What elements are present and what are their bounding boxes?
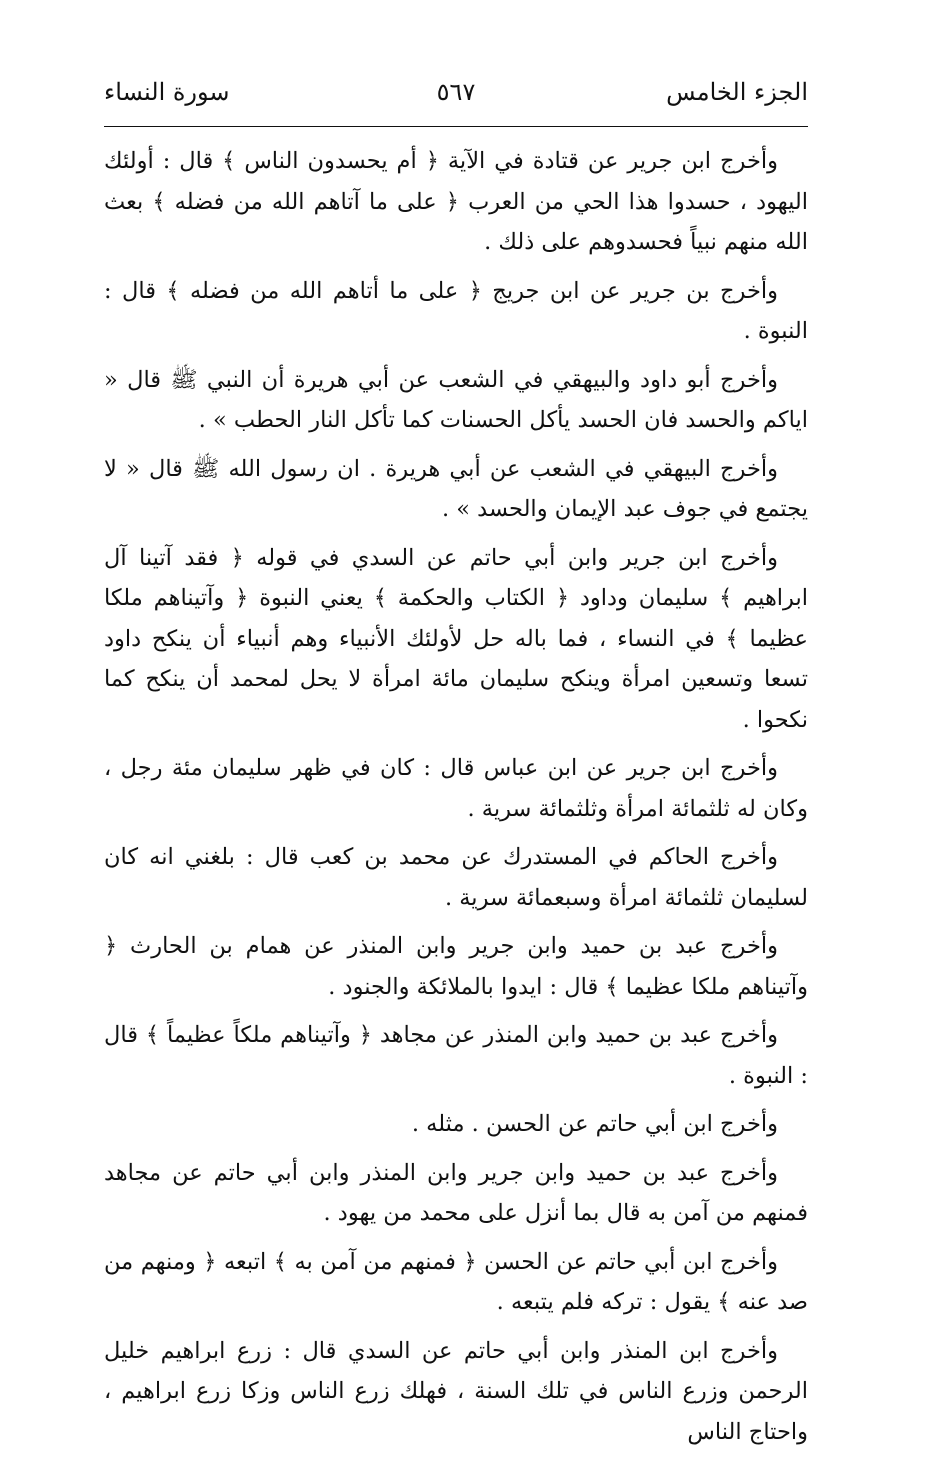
- page-number: ٥٦٧: [436, 78, 476, 106]
- paragraph: وأخرج عبد بن حميد وابن جرير وابن المنذر عن همام بن الحارث ﴿ وآتيناهم ملكا عظيما ﴾ قال : ايدوا بالملائكة والجنود .: [104, 933, 808, 1000]
- book-page: [104, 76, 808, 1460]
- paragraph: وأخرج ابن أبي حاتم عن الحسن ﴿ فمنهم من آمن به ﴾ اتبعه ﴿ ومنهم من صد عنه ﴾ يقول : تركه فلم يتبعه .: [104, 1248, 808, 1315]
- part-title: الجزء الخامس: [666, 78, 808, 106]
- paragraph: وأخرج ابن أبي حاتم عن الحسن . مثله .: [411, 1111, 778, 1137]
- paragraph: وأخرج ابن المنذر وابن أبي حاتم عن السدي قال : زرع ابراهيم خليل الرحمن وزرع الناس في تلك السنة ، فهلك زرع الناس وزكا زرع ابراهيم ، واحتاج الناس: [104, 1337, 808, 1445]
- paragraph: وأخرج ابن جرير عن ابن عباس قال : كان في ظهر سليمان مئة رجل ، وكان له ثلثمائة امرأة وثلثمائة سرية .: [104, 755, 808, 822]
- header-rule: [104, 126, 808, 127]
- paragraph: وأخرج ابن جرير عن قتادة في الآية ﴿ أم يحسدون الناس ﴾ قال : أولئك اليهود ، حسدوا هذا الحي من العرب ﴿ على ما آتاهم الله من فضله ﴾ بعث الله منهم نبياً فحسدوهم على ذلك .: [104, 148, 808, 255]
- surah-title: سورة النساء: [104, 78, 230, 106]
- paragraph: وأخرج أبو داود والبيهقي في الشعب عن أبي هريرة أن النبي ﷺ قال « اياكم والحسد فان الحسد يأكل الحسنات كما تأكل النار الحطب » .: [104, 366, 808, 433]
- body-text: [104, 141, 808, 1452]
- paragraph: وأخرج عبد بن حميد وابن جرير وابن المنذر وابن أبي حاتم عن مجاهد فمنهم من آمن به قال بما أنزل على محمد من يهود .: [104, 1159, 808, 1226]
- paragraph: وأخرج بن جرير عن ابن جريج ﴿ على ما أتاهم الله من فضله ﴾ قال : النبوة .: [104, 277, 808, 344]
- paragraph: وأخرج البيهقي في الشعب عن أبي هريرة . ان رسول الله ﷺ قال « لا يجتمع في جوف عبد الإيمان والحسد » .: [104, 455, 808, 522]
- paragraph: وأخرج عبد بن حميد وابن المنذر عن مجاهد ﴿ وآتيناهم ملكاً عظيماً ﴾ قال : النبوة .: [104, 1022, 808, 1089]
- paragraph: وأخرج ابن جرير وابن أبي حاتم عن السدي في قوله ﴿ فقد آتينا آل ابراهيم ﴾ سليمان وداود ﴿ الكتاب والحكمة ﴾ يعني النبوة ﴿ وآتيناهم ملكا عظيما ﴾ في النساء ، فما باله حل لأولئك الأنبياء وهم أنبياء أن ينكح داود تسعا وتسعين امرأة وينكح سليمان مائة امرأة لا يحل لمحمد أن ينكح كما نكحوا .: [104, 544, 808, 733]
- paragraph: وأخرج الحاكم في المستدرك عن محمد بن كعب قال : بلغني انه كان لسليمان ثلثمائة امرأة وسبعمائة سرية .: [104, 844, 808, 911]
- running-header: [104, 76, 808, 120]
